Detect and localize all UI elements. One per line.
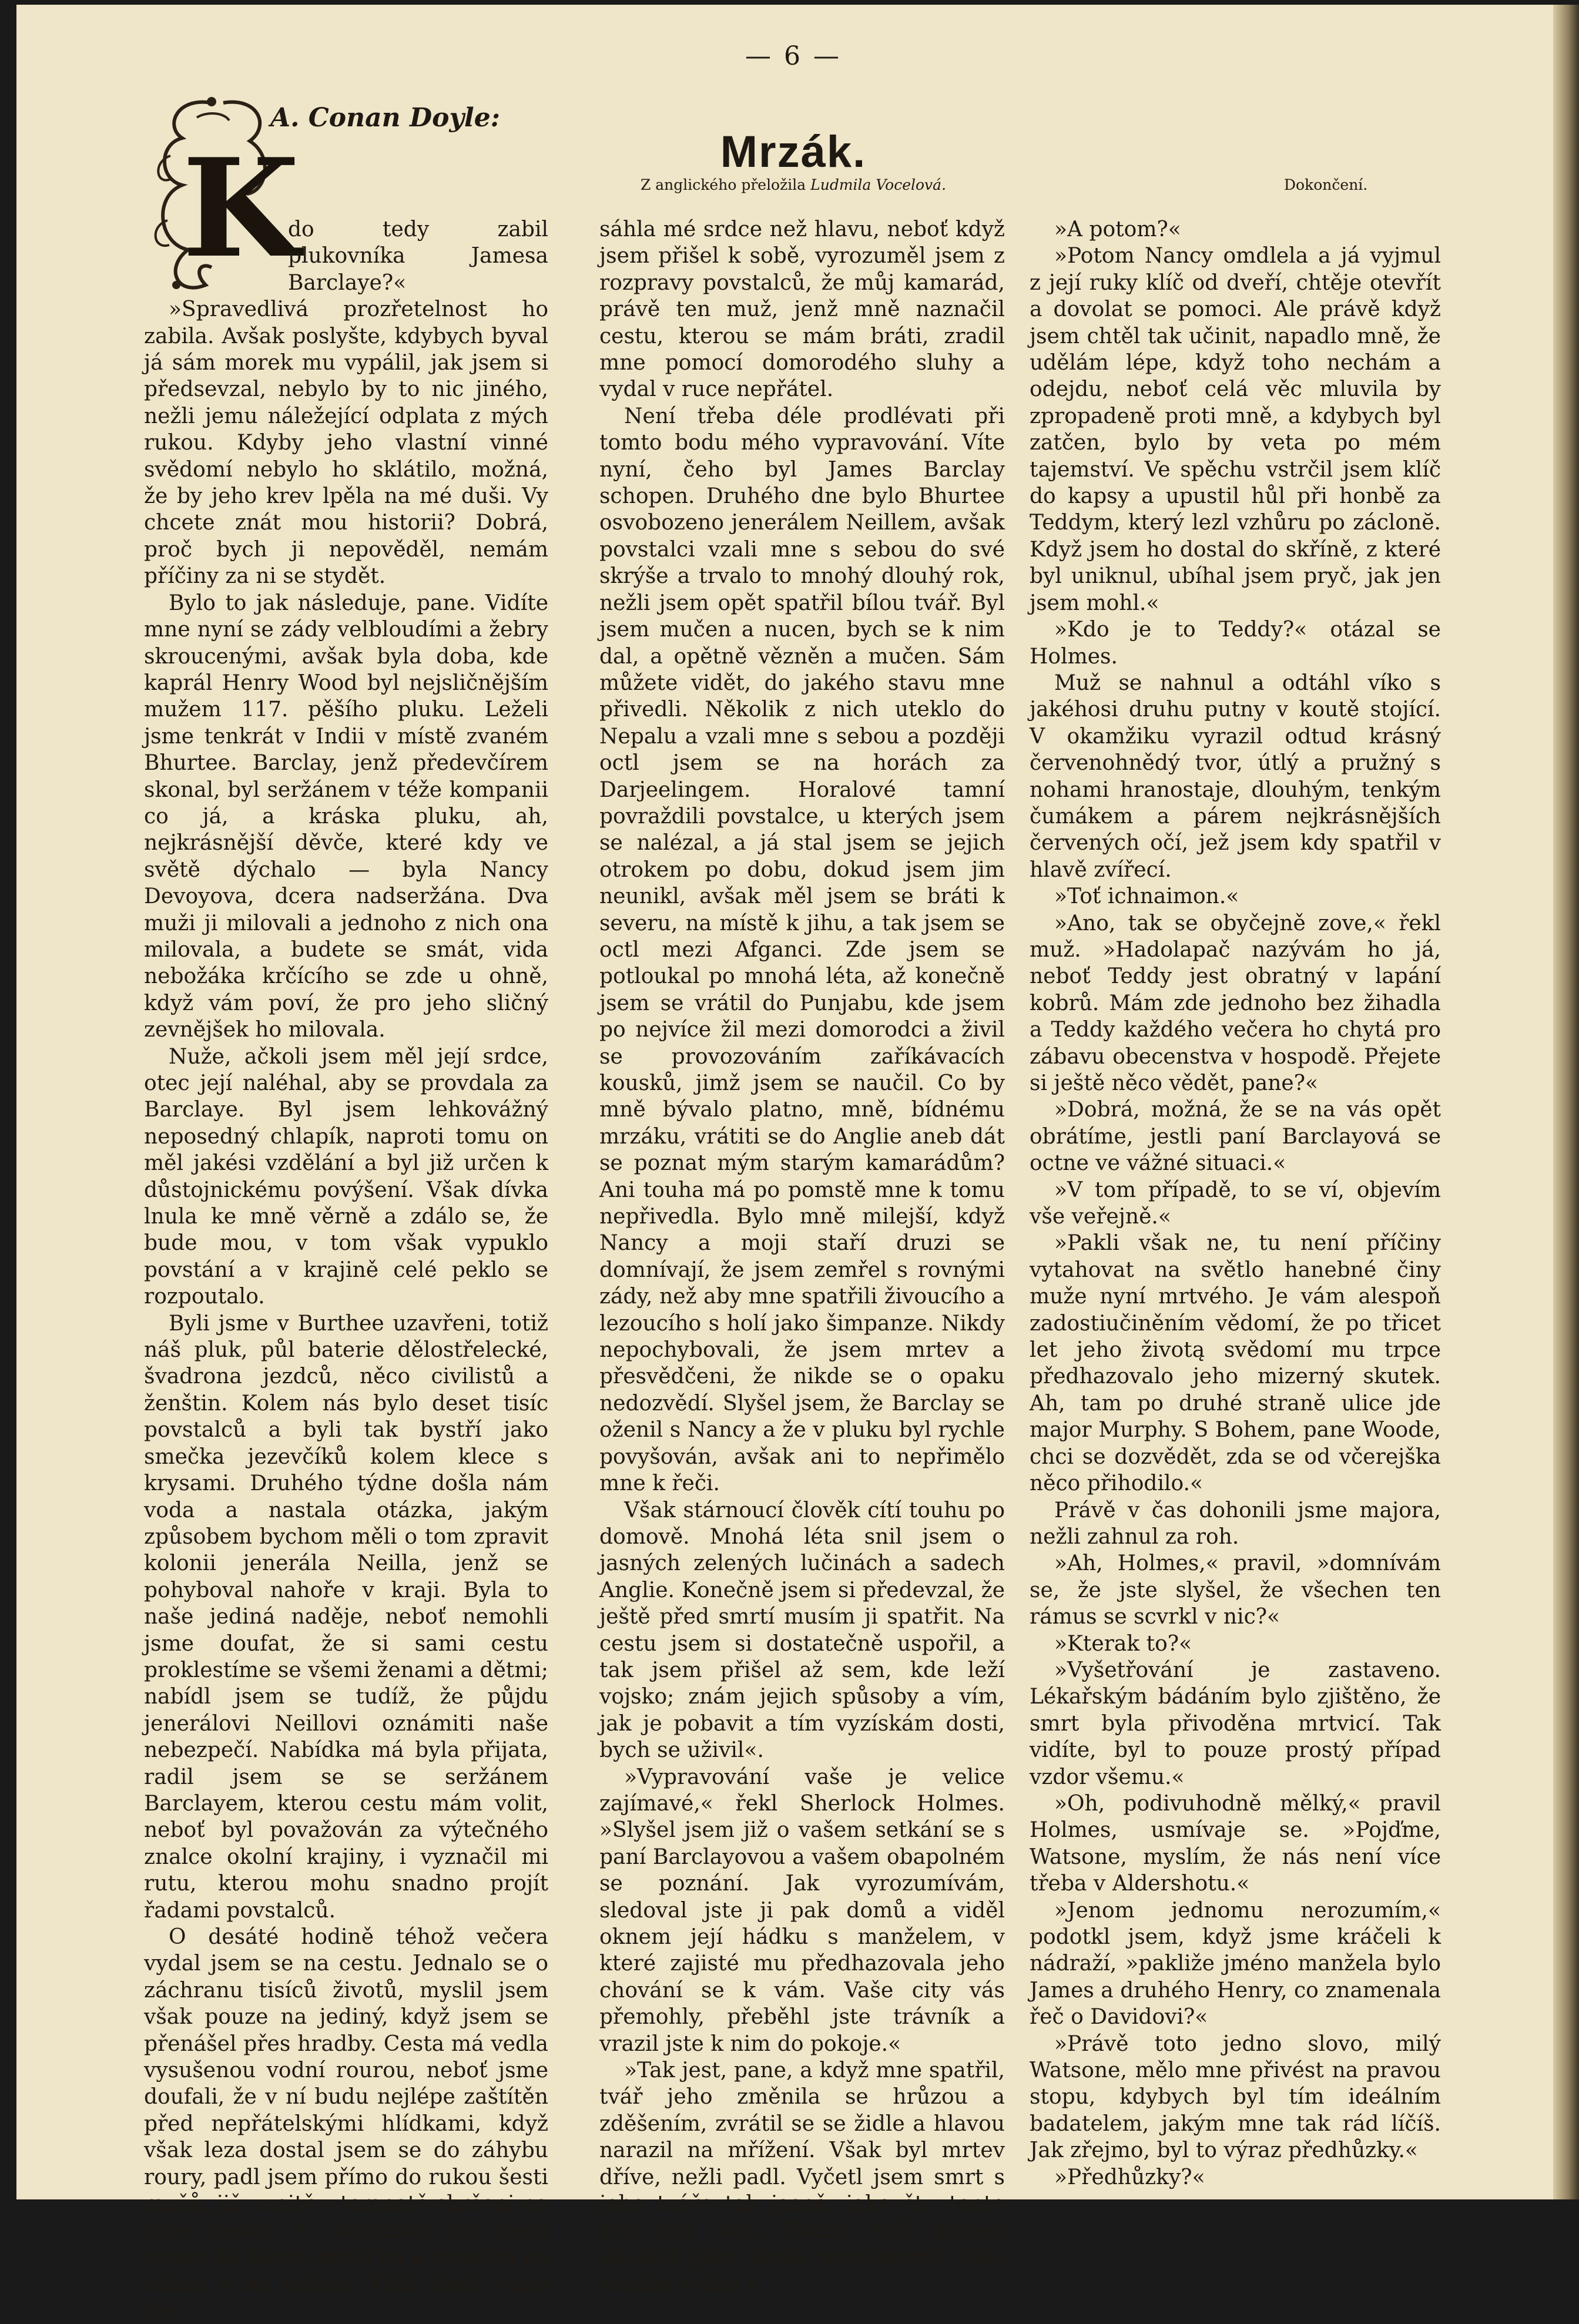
paragraph: »V tom případě, to se ví, objevím vše veřejně.« — [1030, 1178, 1441, 1229]
paragraph: Právě v čas dohonili jsme majora, nežli zahnul za roh. — [1030, 1498, 1441, 1549]
paragraph: Není třeba déle prodlévati při tomto bodu mého vypravování. Víte nyní, čeho byl James Barclay schopen. Druhého dne bylo Bhurtee osvobozeno jenerálem Neillem, avšak povstalci vzali mne s sebou do své skrýše a trvalo to mnohý dlouhý rok, nežli jsem opět spatřil bílou tvář. Byl jsem mučen a nucen, bych se k nim dal, a opětně vězněn a mučen. Sám můžete vidět, do jakého stavu mne přivedli. Několik z nich uteklo do Nepalu a vzali mne s sebou a později octl jsem se na horách za Darjeelingem. Horalové tamní povraždili povstalce, u kterých jsem se nalézal, a já stal jsem se jejich otrokem po dobu, dokud jsem jim neunikl, avšak měl jsem se bráti k severu, na místě k jihu, a tak jsem se octl mezi Afganci. Zde jsem se potloukal po mnohá léta, až konečně jsem se vrátil do Punjabu, kde jsem po nejvíce žil mezi domorodci a živil se provozováním zaříkávacích kousků, jimž jsem se naučil. Co by mně bývalo platno, mně, bídnému mrzáku, vrátiti se do Anglie aneb dát se poznat mým starým kamarádům? Ani touha má po pomstě mne k tomu nepřivedla. Bylo mně milejší, když Nancy a moji staří druzi se domnívají, že jsem zemřel s rovnými zády, než aby mne spatřili živoucího a lezoucího s holí jako šimpanze. Nikdy nepochybovali, že jsem mrtev a přesvědčeni, že nikde se o opaku nedozvědí. Slyšel jsem, že Barclay se oženil s Nancy a že v pluku byl rychle povyšován, avšak ani to nepřimělo mne k řeči. — [599, 404, 1005, 1496]
paragraph: sáhla mé srdce než hlavu, neboť když jsem přišel k sobě, vyrozuměl jsem z rozpravy povstalců, že můj kamarád, právě ten muž, jenž mně naznačil cestu, kterou se mám bráti, zradil mne pomocí domorodého sluhy a vydal v ruce nepřátel. — [599, 217, 1005, 402]
paragraph: »A potom?« — [1054, 217, 1181, 242]
paragraph: do tedy zabil plukovníka Jamesa Barclaye?« — [288, 217, 548, 295]
page-edge-shadow — [1553, 5, 1579, 2199]
paragraph: »Předhůzky?« — [1054, 2165, 1205, 2189]
column-1 — [144, 216, 548, 2324]
paragraph: »Vyšetřování je zastaveno. Lékařským bádáním bylo zjištěno, že smrt byla přivoděna mrtvicí. Tak vidíte, byl to pouze prostý případ vzdor všemu.« — [1030, 1658, 1441, 1789]
paragraph: »Potom Nancy omdlela a já vyjmul z její ruky klíč od dveří, chtěje otevřít a dovolat se pomoci. Ale právě když jsem chtěl tak učinit, napadlo mně, že udělám lépe, když toho nechám a odejdu, neboť celá věc mluvila by zpropadeně proti mně, a kdybych byl zatčen, bylo by veta po mém tajemství. Ve spěchu vstrčil jsem klíč do kapsy a upustil hůl při honbě za Teddym, který lezl vzhůru po záclonĕ. Když jsem ho dostal do skříně, z které byl uniknul, ubíhal jsem pryč, jak jen jsem mohl.« — [1030, 244, 1441, 615]
paragraph: »Právě toto jedno slovo, milý Watsone, mělo mne přivést na pravou stopu, kdybych byl tím ideálním badatelem, jakým mne tak rád líčíš. Jak zřejmo, byl to výraz předhůzky.« — [1030, 2031, 1441, 2163]
paragraph: »Ano, tak se obyčejně zove,« řekl muž. »Hadolapač nazývám ho já, neboť Teddy jest obratný v lapání kobrů. Mám zde jednoho bez žihadla a Teddy každého večera ho chytá pro zábavu obecenstva v hospodě. Přejete si ještě něco vědět, pane?« — [1030, 911, 1441, 1095]
drop-cap-letter: K — [182, 129, 300, 288]
paragraph: Byli jsme v Burthee uzavřeni, totiž náš pluk, půl baterie dělostřelecké, švadrona jezdců, něco civilistů a ženštin. Kolem nás bylo deset tisíc povstalců a byli tak bystří jako smečka jezevčíků kolem klece s krysami. Druhého týdne došla nám voda a nastala otázka, jakým způsobem bychom měli o tom zpravit kolonii jenerála Neilla, jenž se pohyboval nahoře v kraji. Byla to naše jediná naděje, neboť nemohli jsme doufat, že si sami cestu proklestíme se všemi ženami a dětmi; nabídl jsem se tudíž, že půjdu jenerálovi Neillovi oznámiti naše nebezpečí. Nabídka má byla přijata, radil jsem se se seržánem Barclayem, kterou cestu mám volit, neboť byl považován za výtečného znalce okolní krajiny, i vyznačil mi rutu, kterou mohu snadno projít řadami povstalců. — [144, 1311, 548, 1923]
paragraph: Nuže, ačkoli jsem měl její srdce, otec její naléhal, aby se provdala za Barclaye. Byl jsem lehkovážný neposedný chlapík, naproti tomu on měl jakési vzdělání a byl již určen k důstojnickému povýšení. Však dívka lnula ke mně věrně a zdálo se, že bude mou, v tom však vypuklo povstání a v krajině celé peklo se rozpoutalo. — [144, 1044, 548, 1309]
paragraph: O desáté hodině téhož večera vydal jsem se na cestu. Jednalo se o záchranu tisíců životů, myslil jsem však pouze na jediný, když jsem se přenášel přes hradby. Cesta má vedla vysušenou vodní rourou, neboť jsme doufali, že v ní budu nejlépe zaštítěn před nepřátelskými hlídkami, když však leza dostal jsem se do záhybu roury, padl jsem přímo do rukou šesti mužů, již uvnitř v temnotě skrčeni na mne čekali. V okamžiku byl jsem ranou do hlavy omráčen a spoután na rukou a na nohou. Však horší rána za- — [144, 1925, 548, 2323]
translator-name: Ludmila Vocelová. — [810, 176, 947, 193]
translator-credit — [605, 176, 981, 193]
column-3 — [1030, 216, 1441, 2191]
paragraph: »Tak jest, pane, a když mne spatřil, tvář jeho změnila se hrůzou a zděšením, zvrátil se se židle a hlavou narazil na mřížení. Však byl mrtev dříve, nežli padl. Vyčetl jsem smrt s jeho tváře tak jasně, jako čtu tento text při ohni. Pouhý můj pohled působil jako koule proniknuvší jeho zrádné srdce.« — [599, 2058, 1005, 2296]
paragraph: Muž se nahnul a odtáhl víko s jakéhosi druhu putny v koutě stojící. V okamžiku vyrazil odtud krásný červenohnědý tvor, útlý a pružný s nohami hranostaje, dlouhým, tenkým čumákem a párem nejkrásnějších červených očí, jež jsem kdy spatřil v hlavě zvířecí. — [1030, 670, 1441, 882]
paragraph: »Ah, Holmes,« pravil, »domnívám se, že jste slyšel, že všechen ten rámus se scvrkl v nic?« — [1030, 1551, 1441, 1629]
translator-prefix: Z anglického přeložila — [640, 176, 806, 193]
paragraph: »Dobrá, možná, že se na vás opět obrátíme, jestli paní Barclayová se octne ve vážné situaci.« — [1030, 1098, 1441, 1176]
paragraph: »Toť ichnaimon.« — [1054, 884, 1239, 909]
paragraph: »Vypravování vaše je velice zajímavé,« řekl Sherlock Holmes. »Slyšel jsem již o vašem setkání se s paní Barclayovou a vašem obapolném se poznání. Jak vyrozumívám, sledoval jste ji pak domů a viděl oknem její hádku s manželem, v které zajisté mu předhazovala jeho chování se k vám. Vaše city vás přemohly, přeběhl jste trávník a vrazil jste k nim do pokoje.« — [599, 1765, 1005, 2056]
paragraph: Bylo to jak následuje, pane. Vidíte mne nyní se zády velbloudími a žebry skroucenými, avšak byla doba, kde kaprál Henry Wood byl nejsličnějším mužem 117. pěšího pluku. Leželi jsme tenkrát v Indii v místě zvaném Bhurtee. Barclay, jenž předevčírem skonal, byl seržánem v téže kompanii co já, a kráska pluku, ah, nejkrásnější děvče, které kdy ve světě dýchalo — byla Nancy Devoyova, dcera nadseržána. Dva muži ji milovali a jednoho z nich ona milovala, a budete se smát, vida nebožáka krčícího se zde u ohně, když vám poví, že pro jeho sličný zevnějšek ho milovala. — [144, 591, 548, 1042]
paragraph: »Spravedlivá prozřetelnost ho zabila. Avšak poslyšte, kdybych byval já sám morek mu vypálil, jak jsem si předsevzal, nebylo by to nic jiného, nežli jemu náležející odplata z mých rukou. Kdyby jeho vlastní vinné svědomí nebylo ho sklátilo, možná, že by jeho krev lpěla na mé duši. Vy chcete znát mou historii? Dobrá, proč bych ji nepověděl, nemám příčiny za ni se stydět. — [144, 297, 548, 589]
continued-label: Dokončení. — [1284, 176, 1368, 193]
paragraph: »Kterak to?« — [1054, 1631, 1192, 1656]
author-name: A. Conan Doyle: — [270, 103, 500, 133]
page-number: — 6 — — [745, 41, 842, 71]
paragraph: »Kdo je to Teddy?« otázal se Holmes. — [1030, 618, 1441, 669]
paragraph: »Jenom jednomu nerozumím,« podotkl jsem, když jsme kráčeli k nádraží, »pakliže jméno manžela bylo James a druhého Henry, co znamenala řeč o Davidovi?« — [1030, 1898, 1441, 2030]
paragraph: »Pakli však ne, tu není příčiny vytahovat na světlo hanebné činy muže nyní mrtvého. Je vám alespoň zadostiučiněním vědomí, že po třicet let jeho životą svědomí mu trpce předhazovalo jeho mizerný skutek. Ah, tam po druhé straně ulice jde major Murphy. S Bohem, pane Woode, chci se dozvědět, zda se od včerejška něco přihodilo.« — [1030, 1231, 1441, 1496]
paragraph: »Oh, podivuhodně mělký,« pravil Holmes, usmívaje se. »Pojďme, Watsone, myslím, že nás není více třeba v Aldershotu.« — [1030, 1791, 1441, 1896]
paragraph: Však stárnoucí člověk cítí touhu po domově. Mnohá léta snil jsem o jasných zelených lučinách a sadech Anglie. Konečně jsem si předevzal, že ještě před smrtí musím ji spatřit. Na cestu jsem si dostatečně uspořil, a tak jsem přišel až sem, kde leží vojsko; znám jejich spůsoby a vím, jak je pobavit a tím vyzískám dosti, bych se uživil«. — [599, 1498, 1005, 1763]
column-2 — [599, 216, 1005, 2298]
article-title: Mrzák. — [720, 127, 867, 177]
